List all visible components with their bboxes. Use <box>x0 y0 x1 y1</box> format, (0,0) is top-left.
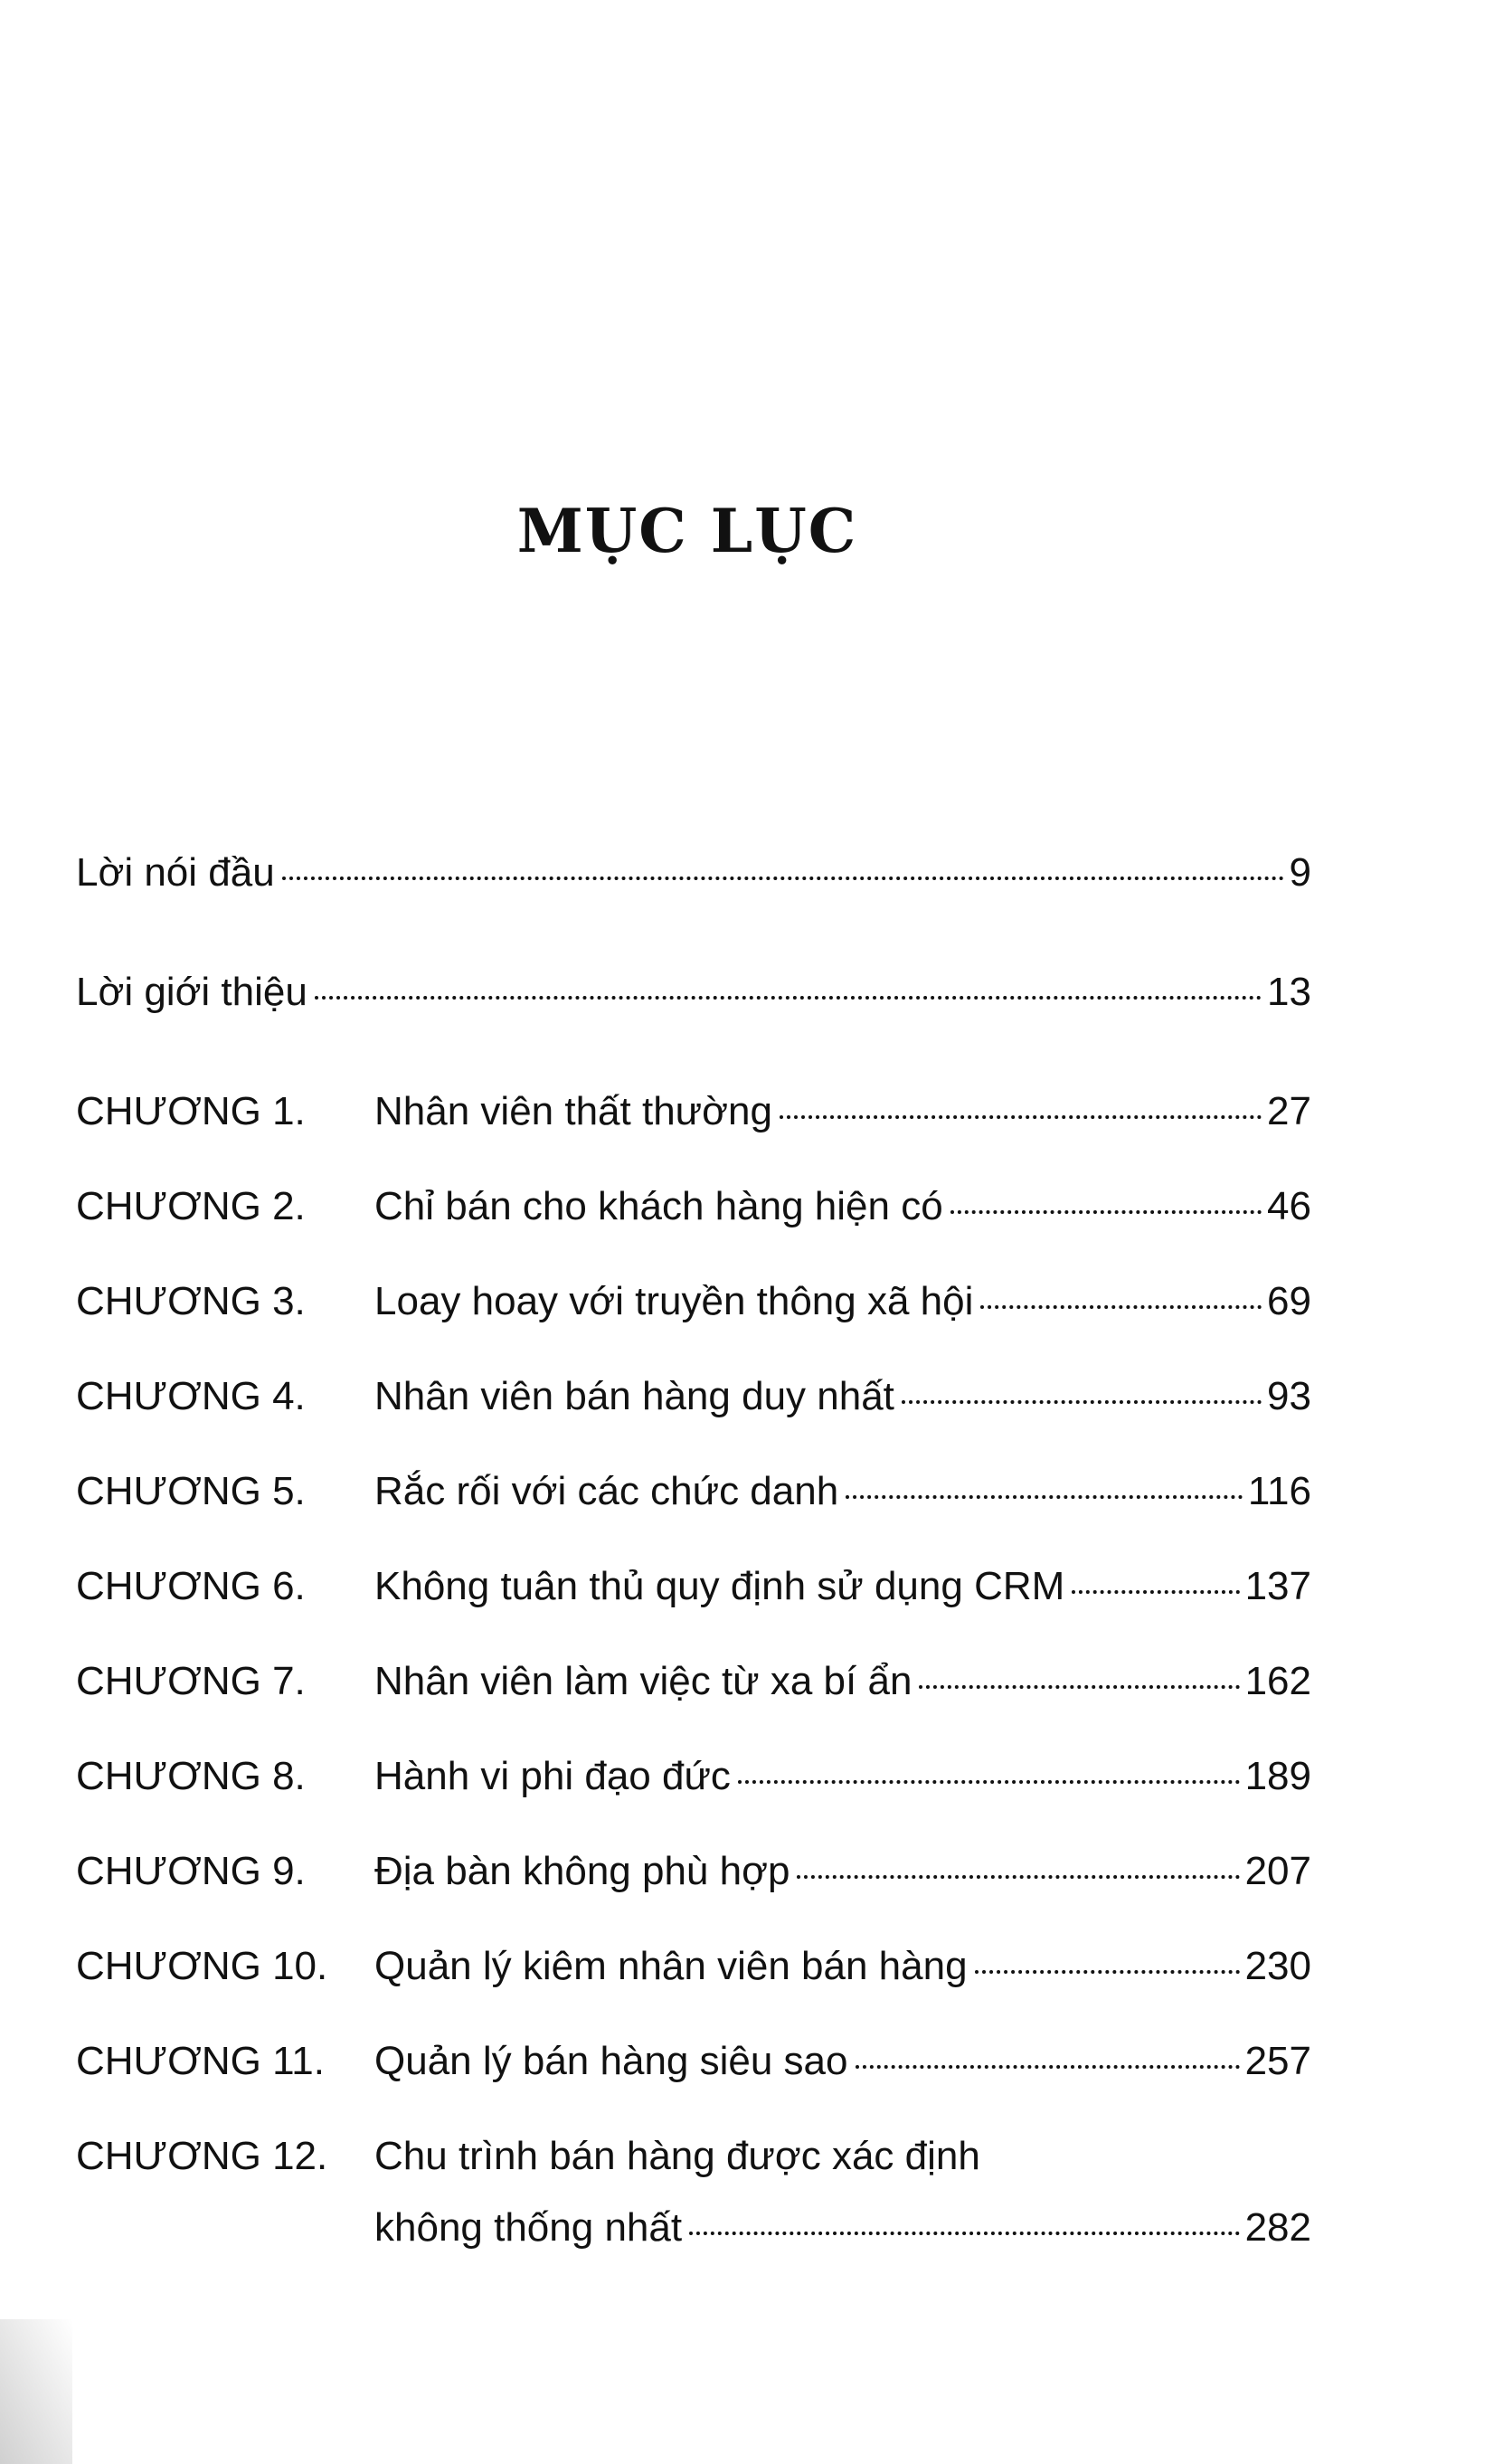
chapter-label: CHƯƠNG 3. <box>76 1279 306 1323</box>
chapter-label: CHƯƠNG 10. <box>76 1944 328 1988</box>
entry-title: Địa bàn không phù hợp <box>374 1849 790 1893</box>
dot-leader <box>975 1970 1240 1974</box>
page-number: 162 <box>1244 1659 1311 1703</box>
entry-title: Chỉ bán cho khách hàng hiện có <box>374 1184 943 1228</box>
entry-line-1 <box>76 2134 1311 2179</box>
chapter-label: CHƯƠNG 11. <box>76 2039 325 2083</box>
chapter-label: CHƯƠNG 1. <box>76 1089 306 1133</box>
dot-leader <box>980 1305 1262 1309</box>
chapter-label: CHƯƠNG 8. <box>76 1754 306 1798</box>
toc-entry-preface <box>76 850 1311 970</box>
toc-entry-chapter-9 <box>76 1849 1311 1944</box>
entry-title: Rắc rối với các chức danh <box>374 1469 839 1513</box>
toc-entry-chapter-10 <box>76 1944 1311 2039</box>
entry-title: Nhân viên bán hàng duy nhất <box>374 1374 894 1418</box>
scan-edge-shadow <box>0 2319 72 2464</box>
entry-title-continued: không thống nhất <box>374 2205 683 2250</box>
entry-title: Lời giới thiệu <box>76 970 307 1014</box>
table-of-contents <box>76 850 1311 2260</box>
dot-leader <box>902 1400 1262 1404</box>
dot-leader <box>1072 1590 1239 1594</box>
page-number: 27 <box>1267 1089 1311 1133</box>
dot-leader <box>282 877 1284 880</box>
entry-line-2 <box>76 2205 1311 2251</box>
toc-entry-chapter-11 <box>76 2039 1311 2134</box>
toc-entry-chapter-5 <box>76 1469 1311 1564</box>
toc-entry-chapter-6 <box>76 1564 1311 1659</box>
chapter-label: CHƯƠNG 4. <box>76 1374 306 1418</box>
dot-leader <box>738 1780 1240 1784</box>
chapter-label: CHƯƠNG 5. <box>76 1469 306 1513</box>
toc-entry-chapter-2 <box>76 1184 1311 1279</box>
entry-title: Nhân viên thất thường <box>374 1089 772 1133</box>
entry-title: Hành vi phi đạo đức <box>374 1754 731 1798</box>
page-number: 13 <box>1267 970 1311 1014</box>
entry-title: Nhân viên làm việc từ xa bí ẩn <box>374 1659 912 1703</box>
page-number: 9 <box>1289 850 1311 895</box>
toc-entry-chapter-12 <box>76 2134 1311 2260</box>
page-number: 69 <box>1267 1279 1311 1323</box>
dot-leader <box>315 996 1262 1000</box>
entry-title: Không tuân thủ quy định sử dụng CRM <box>374 1564 1065 1608</box>
entry-title: Quản lý bán hàng siêu sao <box>374 2039 848 2083</box>
page-number: 189 <box>1244 1754 1311 1798</box>
toc-entry-chapter-3 <box>76 1279 1311 1374</box>
dot-leader <box>797 1875 1239 1879</box>
entry-title: Quản lý kiêm nhân viên bán hàng <box>374 1944 968 1988</box>
chapter-label: CHƯƠNG 6. <box>76 1564 306 1608</box>
entry-title: Chu trình bán hàng được xác định <box>374 2134 980 2178</box>
dot-leader <box>919 1685 1239 1689</box>
dot-leader <box>780 1115 1262 1119</box>
page-number: 46 <box>1267 1184 1311 1228</box>
dot-leader <box>856 2065 1240 2069</box>
page-number: 137 <box>1244 1564 1311 1608</box>
chapter-label: CHƯƠNG 2. <box>76 1184 306 1228</box>
entry-title: Lời nói đầu <box>76 850 275 895</box>
chapter-label: CHƯƠNG 7. <box>76 1659 306 1703</box>
toc-entry-introduction <box>76 970 1311 1089</box>
dot-leader <box>950 1210 1262 1214</box>
toc-entry-chapter-8 <box>76 1754 1311 1849</box>
page-number: 93 <box>1267 1374 1311 1418</box>
toc-entry-chapter-4 <box>76 1374 1311 1469</box>
page-number: 257 <box>1244 2039 1311 2083</box>
chapter-label: CHƯƠNG 9. <box>76 1849 306 1893</box>
page-number: 282 <box>1244 2205 1311 2250</box>
page-title: MỤC LỤC <box>516 496 858 566</box>
page-number: 116 <box>1247 1469 1311 1513</box>
chapter-label: CHƯƠNG 12. <box>76 2134 328 2178</box>
page-number: 230 <box>1244 1944 1311 1988</box>
page-number: 207 <box>1244 1849 1311 1893</box>
toc-entry-chapter-1 <box>76 1089 1311 1184</box>
dot-leader <box>846 1495 1243 1499</box>
dot-leader <box>689 2232 1240 2235</box>
entry-title: Loay hoay với truyền thông xã hội <box>374 1279 974 1323</box>
toc-entry-chapter-7 <box>76 1659 1311 1754</box>
